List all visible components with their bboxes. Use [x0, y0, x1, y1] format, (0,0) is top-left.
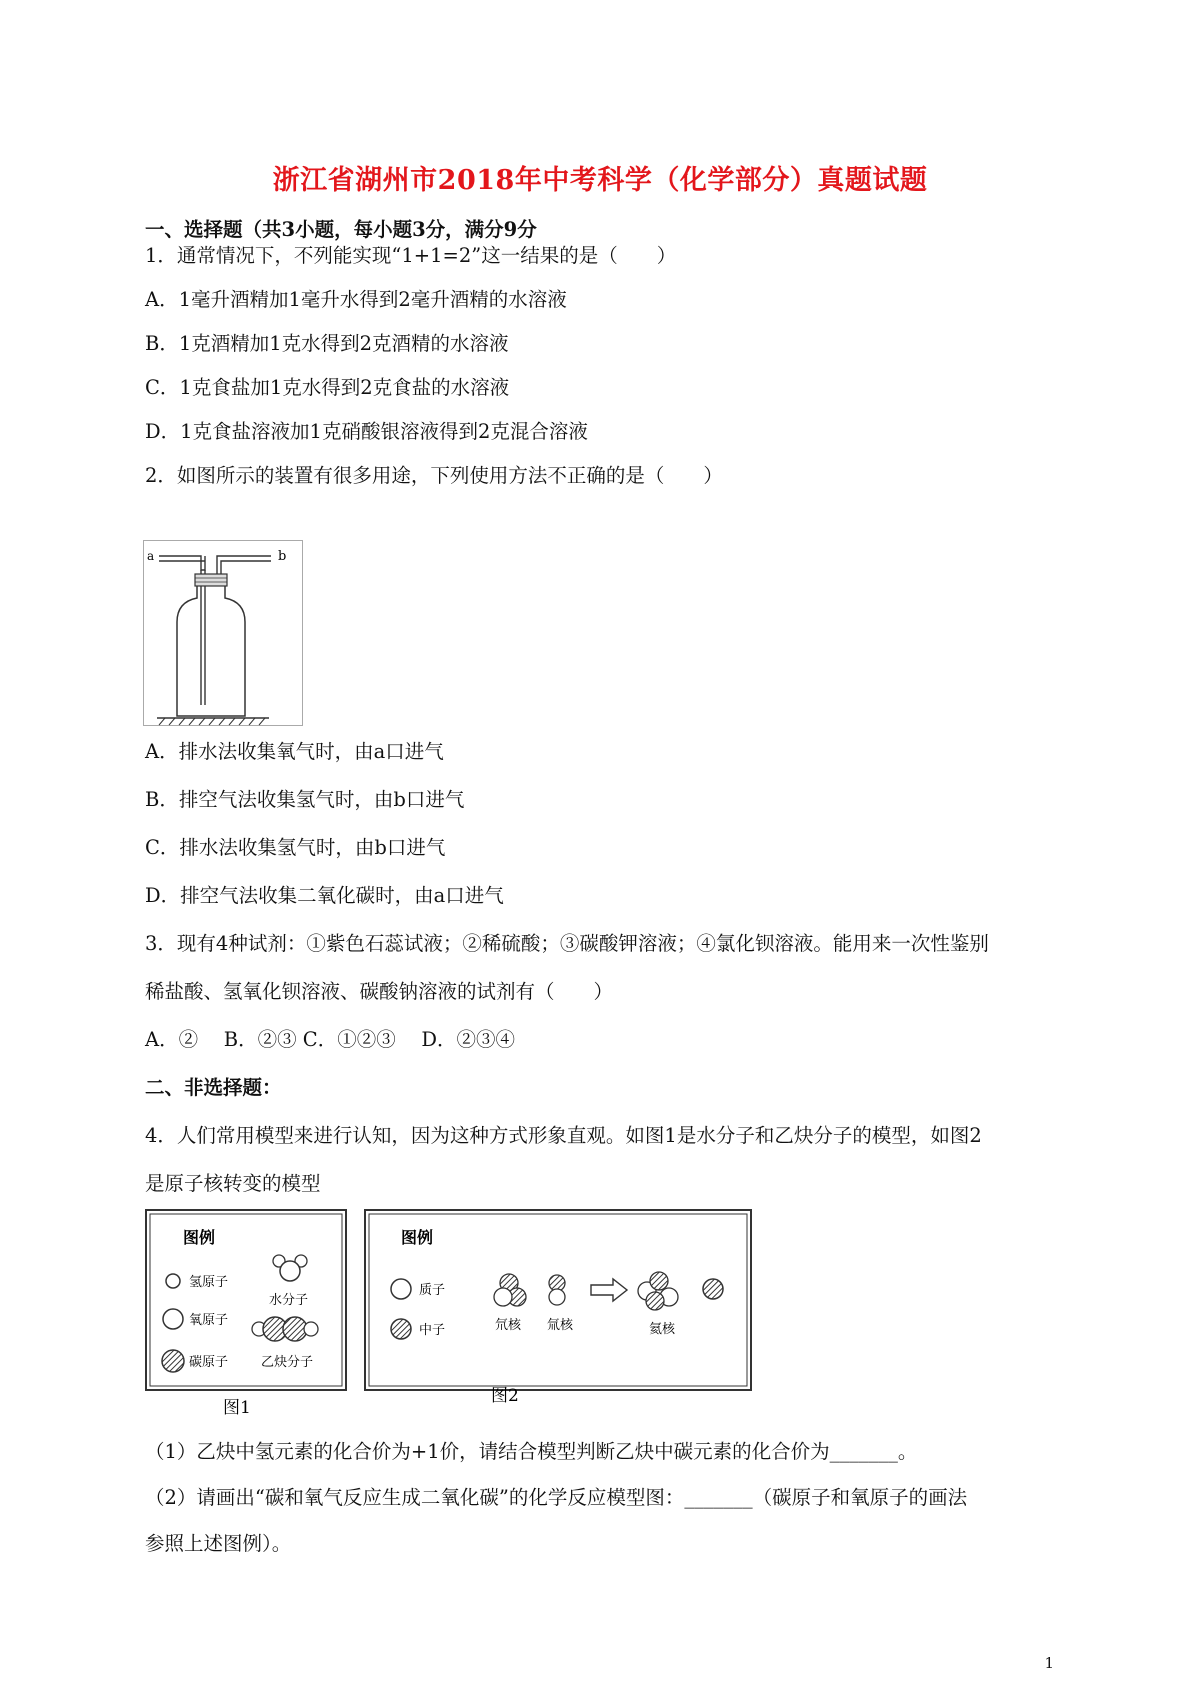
- water-molecule-icon: [280, 1261, 300, 1281]
- section2-heading: 二、非选择题：: [145, 1076, 282, 1099]
- fig2-label-helium: 氦核: [649, 1322, 676, 1337]
- q4-stem-line1: 4．人们常用模型来进行认知，因为这种方式形象直观。如图1是水分子和乙炔分子的模型，如图2: [145, 1124, 982, 1147]
- q4-stem-line2: 是原子核转变的模型: [145, 1172, 321, 1195]
- model-figure: [143, 1205, 755, 1427]
- fig1-legend-hydrogen: 氢原子: [189, 1275, 229, 1290]
- reaction-arrow-icon: [591, 1279, 627, 1301]
- fig2-label-tritium: 氚核: [547, 1318, 574, 1333]
- label-b: b: [278, 549, 287, 564]
- q3-stem-line2: 稀盐酸、氢氧化钡溶液、碳酸钠溶液的试剂有（ ）: [145, 980, 614, 1003]
- section1-heading: 一、选择题（共3小题，每小题3分，满分9分: [145, 218, 537, 241]
- fig1-caption: 图1: [223, 1398, 251, 1418]
- q3-stem-line1: 3．现有4种试剂：①紫色石蕊试液；②稀硫酸；③碳酸钾溶液；④氯化钡溶液。能用来一次性鉴别: [145, 932, 989, 955]
- fig1-legend-title: 图例: [183, 1228, 216, 1247]
- label-a: a: [147, 549, 155, 563]
- fig2-legend-neutron: 中子: [419, 1323, 446, 1338]
- page-title: 浙江省湖州市2018年中考科学（化学部分）真题试题: [272, 165, 928, 196]
- fig2-label-deuterium: 氘核: [495, 1318, 522, 1333]
- q4-part2-line1: （2）请画出“碳和氧气反应生成二氧化碳”的化学反应模型图：_______（碳原子和氧原子的画法: [145, 1486, 968, 1509]
- fig2-caption: 图2: [491, 1386, 519, 1406]
- hydrogen-atom-icon: [166, 1274, 180, 1288]
- q1-option-d: D．1克食盐溶液加1克硝酸银溶液得到2克混合溶液: [145, 420, 588, 443]
- fig2-legend-title: 图例: [401, 1228, 434, 1247]
- fig1-legend-oxygen: 氧原子: [189, 1313, 229, 1328]
- deuterium-nucleus-icon: [494, 1288, 512, 1306]
- gas-bottle-figure: [143, 540, 303, 726]
- q2-option-c: C．排水法收集氢气时，由b口进气: [145, 836, 446, 859]
- q2-option-b: B．排空气法收集氢气时，由b口进气: [145, 788, 465, 811]
- q2-option-d: D．排空气法收集二氧化碳时，由a口进气: [145, 884, 504, 907]
- tritium-nucleus-icon: [549, 1289, 565, 1305]
- helium-nucleus-icon: [646, 1292, 664, 1310]
- q4-part2-line2: 参照上述图例）。: [145, 1532, 292, 1555]
- fig1-legend-carbon: 碳原子: [189, 1355, 229, 1370]
- q1-stem: 1．通常情况下，不列能实现“1+1=2”这一结果的是（ ）: [145, 244, 677, 267]
- fig1-water-label: 水分子: [269, 1293, 309, 1308]
- carbon-atom-icon: [162, 1350, 184, 1372]
- fig2-legend-proton: 质子: [419, 1283, 446, 1298]
- page-number: 1: [1044, 1654, 1054, 1672]
- q1-option-b: B．1克酒精加1克水得到2克酒精的水溶液: [145, 332, 509, 355]
- proton-icon: [391, 1279, 411, 1299]
- q1-option-c: C．1克食盐加1克水得到2克食盐的水溶液: [145, 376, 510, 399]
- oxygen-atom-icon: [163, 1309, 183, 1329]
- q3-options: A．② B．②③ C．①②③ D．②③④: [145, 1028, 516, 1051]
- q1-option-a: A．1毫升酒精加1毫升水得到2毫升酒精的水溶液: [145, 288, 567, 311]
- neutron-icon: [391, 1319, 411, 1339]
- q2-stem: 2．如图所示的装置有很多用途，下列使用方法不正确的是（ ）: [145, 464, 723, 487]
- free-neutron-icon: [703, 1279, 723, 1299]
- q2-option-a: A．排水法收集氧气时，由a口进气: [145, 740, 444, 763]
- fig1-acetylene-label: 乙炔分子: [261, 1355, 314, 1370]
- q4-part1: （1）乙炔中氢元素的化合价为+1价，请结合模型判断乙炔中碳元素的化合价为_______。: [145, 1440, 918, 1463]
